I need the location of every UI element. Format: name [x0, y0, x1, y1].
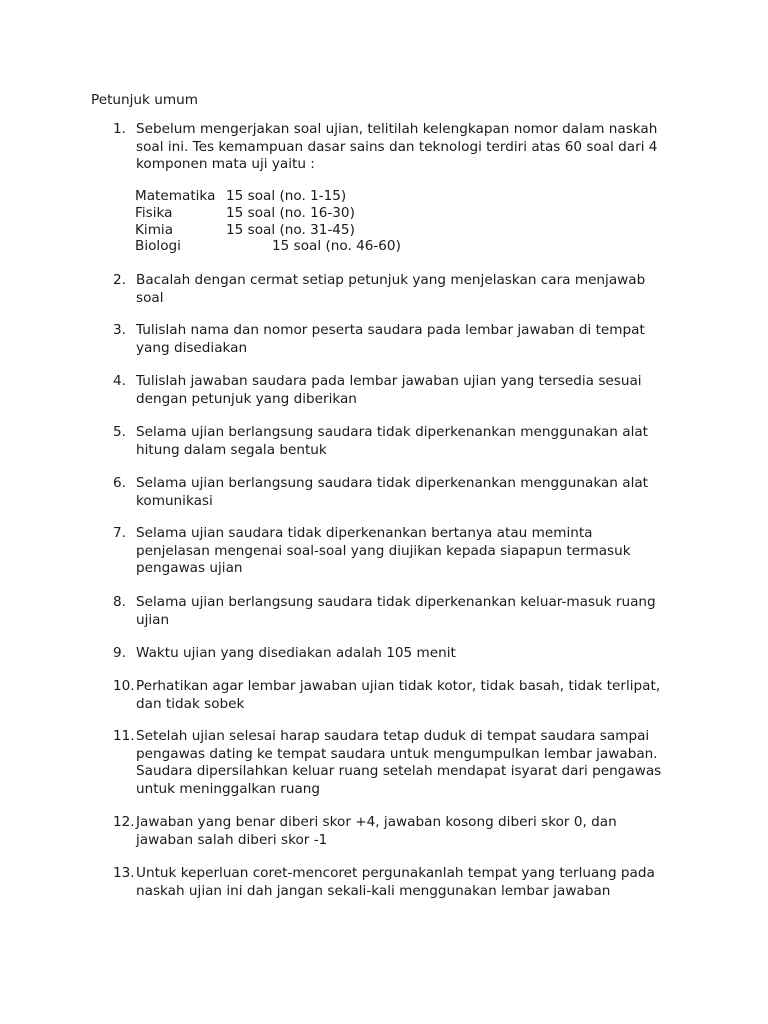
instruction-item-13	[113, 865, 673, 900]
subject-value: 15 soal (no. 1-15)	[226, 188, 347, 204]
subject-value: 15 soal (no. 46-60)	[272, 238, 401, 255]
subject-value: 15 soal (no. 16-30)	[226, 204, 355, 221]
item-number: 3.	[113, 322, 126, 338]
instruction-item-9	[113, 645, 673, 663]
instruction-item-8	[113, 594, 673, 629]
item-number: 5.	[113, 424, 126, 440]
subject-name: Kimia	[135, 221, 174, 238]
instruction-item-4	[113, 373, 673, 408]
item-text: Selama ujian saudara tidak diperkenankan bertanya atau meminta penjelasan mengenai soal-soal yang diujikan kepada siapapun termasuk pengawas ujian	[136, 525, 631, 576]
instruction-item-11	[113, 728, 673, 798]
item-text: Perhatikan agar lembar jawaban ujian tidak kotor, tidak basah, tidak terlipat, dan tidak sobek	[136, 678, 661, 712]
instruction-item-3	[113, 322, 673, 357]
item-number: 13.	[113, 865, 135, 881]
subject-name: Matematika	[135, 188, 216, 204]
item-text: Untuk keperluan coret-mencoret pergunakanlah tempat yang terluang pada naskah ujian ini dah jangan sekali-kali menggunakan lembar jawaban	[136, 865, 655, 899]
item-number: 8.	[113, 594, 126, 610]
item-text: Bacalah dengan cermat setiap petunjuk yang menjelaskan cara menjawab soal	[136, 272, 646, 306]
item-text: Selama ujian berlangsung saudara tidak diperkenankan menggunakan alat komunikasi	[136, 475, 649, 509]
item-text: Setelah ujian selesai harap saudara tetap duduk di tempat saudara sampai pengawas dating ke tempat saudara untuk mengumpulkan lembar jawaban. Saudara dipersilahkan keluar ruang setelah mendapat isyarat dari pengawas untuk meninggalkan ruang	[136, 728, 662, 797]
item-text: Selama ujian berlangsung saudara tidak diperkenankan menggunakan alat hitung dalam segala bentuk	[136, 424, 649, 458]
item-text: Jawaban yang benar diberi skor +4, jawaban kosong diberi skor 0, dan jawaban salah diberi skor -1	[136, 814, 617, 848]
item-text: Selama ujian berlangsung saudara tidak diperkenankan keluar-masuk ruang ujian	[136, 594, 656, 628]
subject-name: Biologi	[135, 238, 181, 255]
instruction-item-5	[113, 424, 673, 459]
item-number: 4.	[113, 373, 126, 389]
item-text: Tulislah jawaban saudara pada lembar jawaban ujian yang tersedia sesuai dengan petunjuk yang diberikan	[136, 373, 642, 407]
item-text: Tulislah nama dan nomor peserta saudara pada lembar jawaban di tempat yang disediakan	[136, 322, 645, 356]
item-text: Sebelum mengerjakan soal ujian, telitilah kelengkapan nomor dalam naskah soal ini. Tes kemampuan dasar sains dan teknologi terdiri atas 60 soal dari 4 komponen mata uji yaitu :	[136, 121, 658, 172]
document-heading: Petunjuk umum	[91, 92, 198, 108]
instruction-item-6	[113, 475, 673, 510]
item-number: 9.	[113, 645, 126, 661]
item-number: 6.	[113, 475, 126, 491]
item-text: Waktu ujian yang disediakan adalah 105 menit	[136, 645, 456, 661]
subject-value: 15 soal (no. 31-45)	[226, 221, 355, 238]
instruction-item-12	[113, 814, 673, 849]
item-number: 2.	[113, 272, 126, 288]
item-number: 1.	[113, 121, 126, 137]
instruction-item-1	[113, 121, 673, 174]
item-number: 12.	[113, 814, 135, 830]
subject-name: Fisika	[135, 204, 173, 221]
item-number: 11.	[113, 728, 135, 744]
item-number: 7.	[113, 525, 126, 541]
instruction-item-7	[113, 525, 673, 578]
instruction-item-10	[113, 678, 673, 713]
instruction-item-2	[113, 272, 673, 307]
item-number: 10.	[113, 678, 135, 694]
